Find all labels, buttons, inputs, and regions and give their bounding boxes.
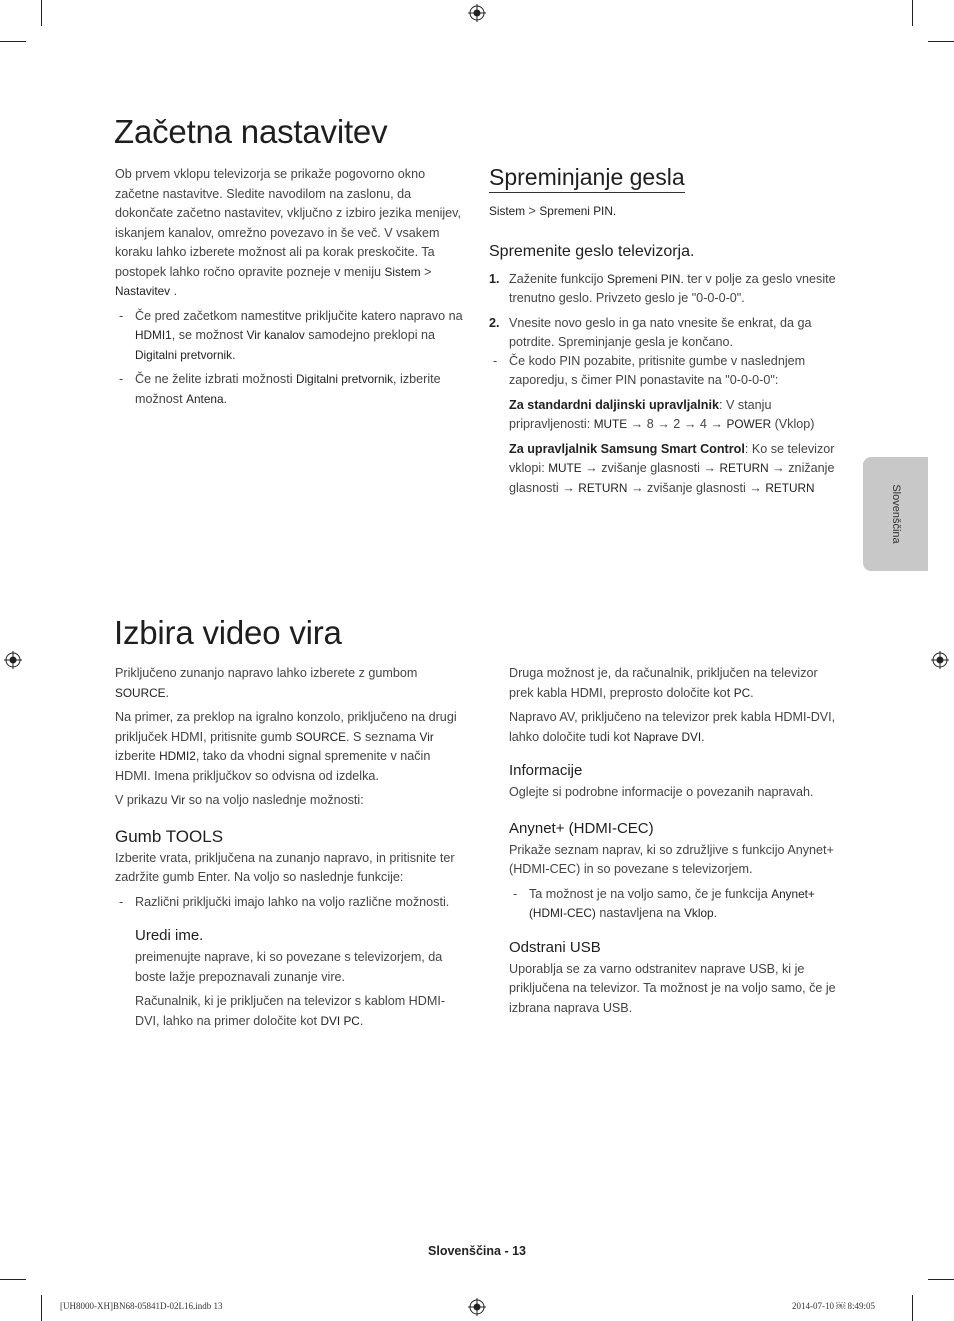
- paragraph: preimenujte naprave, ki so povezane s televizorjem, da boste lažje prepoznavali zunanje vire.: [135, 950, 443, 984]
- registration-mark-icon: [468, 4, 486, 22]
- section-title-change-pin: Spreminjanje gesla: [489, 164, 685, 193]
- initial-setup-paragraph: Ob prvem vklopu televizorja se prikaže pogovorno okno začetne nastavitve. Sledite navodilom na zaslonu, da dokončate začetno nastavitev, vključno z izbiro jezika menijev, iskanjem kanalov, omrežno povezavo in še več. V vsakem koraku lahko izberete možnost ali pa korak preskočite. Ta postopek lahko ročno opravite pozneje v meniju Sistem > Nastavitev .: [115, 167, 462, 298]
- paragraph: Napravo AV, priključeno na televizor prek kabla HDMI-DVI, lahko določite tudi kot Naprave DVI.: [509, 710, 836, 744]
- paragraph: Prikaže seznam naprav, ki so združljive s funkcijo Anynet+ (HDMI-CEC) in so povezane s televizorjem.: [509, 842, 834, 876]
- section-title-source: Izbira video vira: [114, 614, 342, 651]
- paragraph: V prikazu Vir so na voljo naslednje možnosti:: [115, 793, 364, 807]
- crop-mark: [41, 1295, 42, 1321]
- note-item: - Če pred začetkom namestitve priključite katero napravo na HDMI1, se možnost Vir kanalov samodejno preklopi na Digitalni pretvornik.: [115, 307, 465, 366]
- crop-mark: [0, 41, 26, 42]
- paragraph: Na primer, za preklop na igralno konzolo, priključeno na drugi priključek HDMI, pritisnite gumb SOURCE. S seznama Vir izberite HDMI2, tako da vhodni signal spremenite v način HDMI. Imena priključkov so odvisna od izdelka.: [115, 710, 457, 783]
- info-title: Informacije: [509, 762, 583, 779]
- step-item: 2. Vnesite novo geslo in ga nato vnesite še enkrat, da ga potrdite. Spreminjanje gesla je končano.: [489, 315, 812, 349]
- registration-mark-icon: [931, 651, 949, 669]
- crop-mark: [41, 0, 42, 26]
- crop-mark: [928, 1279, 954, 1280]
- registration-mark-icon: [468, 1298, 486, 1316]
- initial-setup-column: [115, 165, 465, 414]
- menu-path: Sistem > Spremeni PIN.: [489, 204, 617, 218]
- paragraph: Izberite vrata, priključena na zunanjo napravo, in pritisnite ter zadržite gumb Enter. Na voljo so naslednje funkcije:: [115, 850, 455, 884]
- usb-remove-title: Odstrani USB: [509, 938, 601, 956]
- edit-name-title: Uredi ime.: [135, 927, 204, 944]
- crop-mark: [928, 41, 954, 42]
- paragraph: Uporablja se za varno odstranitev naprave USB, ki je priključena na televizor. Ta možnost je na voljo samo, če je izbrana naprava USB.: [509, 961, 836, 1015]
- page-number: Slovenščina - 13: [428, 1244, 526, 1258]
- print-slug-right: 2014-07-10 ￼ 8:49:05: [792, 1301, 875, 1311]
- crop-mark: [912, 0, 913, 26]
- language-side-tab: [863, 457, 928, 571]
- tools-title: Gumb TOOLS: [115, 826, 224, 846]
- note-item: - Različni priključki imajo lahko na voljo različne možnosti.: [115, 893, 465, 913]
- note-item: - Ta možnost je na voljo samo, če je funkcija Anynet+ (HDMI-CEC) nastavljena na Vklop.: [509, 885, 839, 924]
- registration-mark-icon: [4, 651, 22, 669]
- source-right-column: [509, 664, 839, 1023]
- standard-remote-sequence: Za standardni daljinski upravljalnik: V stanju pripravljenosti: MUTE → 8 → 2 → 4 → POWER (Vklop): [509, 397, 815, 431]
- subsection-title: Spremenite geslo televizorja.: [489, 242, 695, 260]
- source-left-column: [115, 664, 465, 1036]
- page-title: Začetna nastavitev: [114, 113, 388, 150]
- paragraph: Druga možnost je, da računalnik, priključen na televizor prek kabla HDMI, preprosto določite kot PC.: [509, 666, 818, 700]
- paragraph: Računalnik, ki je priključen na televizor s kablom HDMI-DVI, lahko na primer določite kot DVI PC.: [135, 994, 446, 1028]
- note-item: - Če kodo PIN pozabite, pritisnite gumbe v naslednjem zaporedju, s čimer PIN ponastavite na "0-0-0-0":: [489, 352, 841, 391]
- crop-mark: [0, 1279, 26, 1280]
- paragraph: Oglejte si podrobne informacije o povezanih napravah.: [509, 785, 814, 799]
- smart-control-sequence: Za upravljalnik Samsung Smart Control: Ko se televizor vklopi: MUTE → zvišanje glasnosti → RETURN → znižanje glasnosti → RETURN → zvišanje glasnosti → RETURN: [509, 441, 835, 495]
- step-item: 1. Zaženite funkcijo Spremeni PIN. ter v polje za geslo vnesite trenutno geslo. Privzeto geslo je "0-0-0-0".: [489, 271, 836, 305]
- print-slug-left: [UH8000-XH]BN68-05841D-02L16.indb 13: [60, 1301, 223, 1311]
- note-item: - Če ne želite izbrati možnosti Digitalni pretvornik, izberite možnost Antena.: [115, 370, 465, 409]
- change-pin-column: [489, 202, 841, 503]
- side-tab-label: Slovenščina: [889, 484, 902, 544]
- anynet-title: Anynet+ (HDMI-CEC): [509, 819, 654, 837]
- crop-mark: [912, 1295, 913, 1321]
- paragraph: Priključeno zunanjo napravo lahko izberete z gumbom SOURCE.: [115, 666, 418, 700]
